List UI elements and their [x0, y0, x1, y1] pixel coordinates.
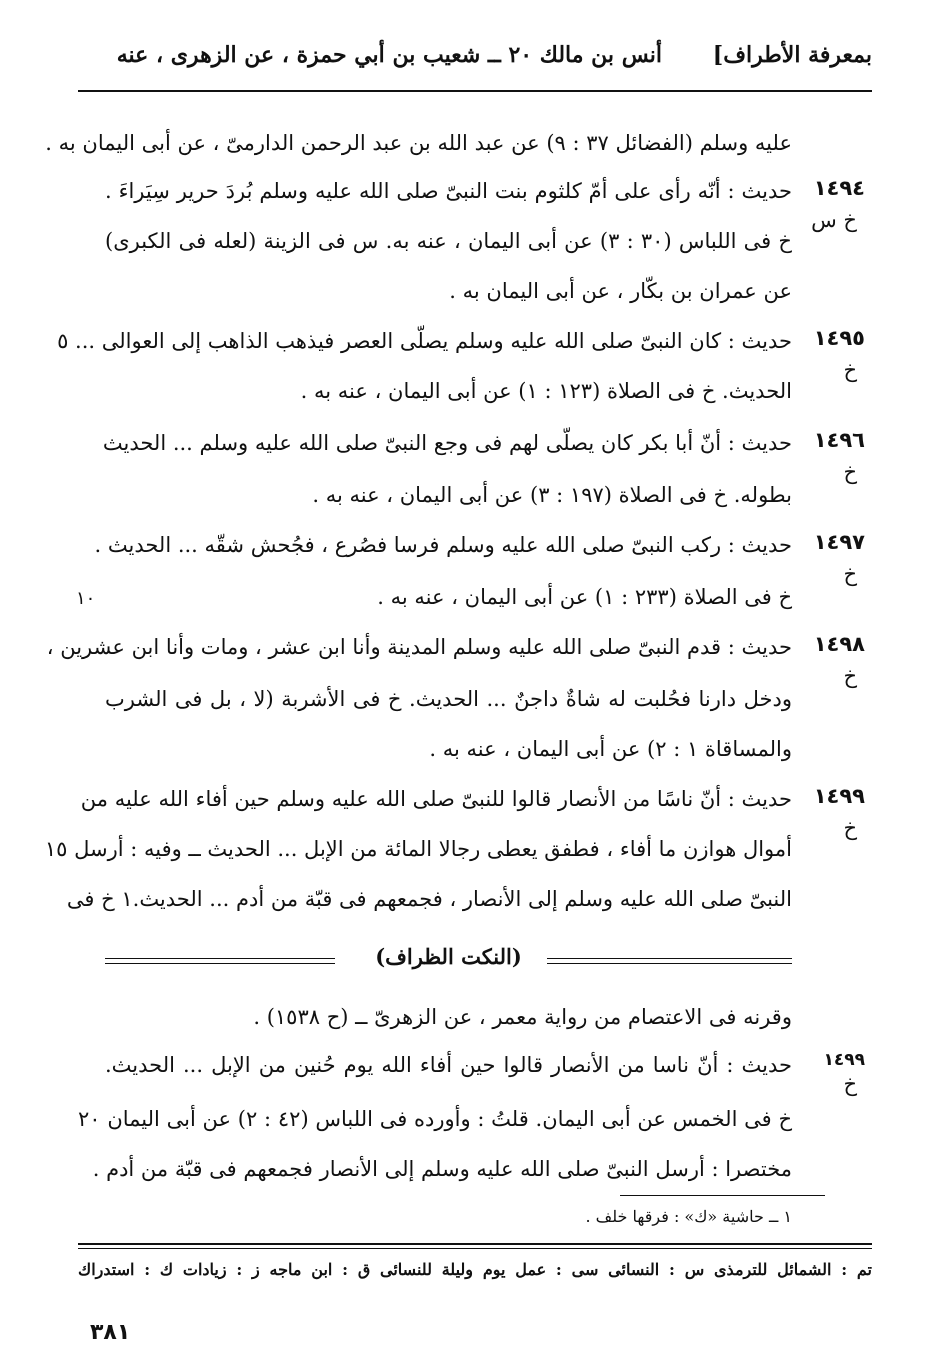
- entry-number: ١٤٩٩: [813, 784, 865, 808]
- text-line: حديث : أنّه رأى على أمّ كلثوم بنت النبىّ صلى الله عليه وسلم بُردَ حرير سِيَراءَ .: [105, 179, 792, 203]
- page-number: ٣٨١: [90, 1320, 131, 1345]
- text-line: حديث : أنّ أبا بكر كان يصلّى لهم فى وجع النبىّ صلى الله عليه وسلم ... الحديث: [102, 431, 792, 455]
- header-chain-title: أنس بن مالك ٢٠ ــ شعيب بن أبي حمزة ، عن الزهرى ، عنه: [116, 42, 662, 68]
- entry-number: ١٤٩٤: [813, 176, 865, 200]
- text-line: الحديث. خ فى الصلاة (١٢٣ : ١) عن أبى اليمان ، عنه به .: [300, 379, 792, 403]
- text-line: ودخل دارنا فحُلبت له شاةٌ داجنٌ ... الحديث. خ فى الأشربة (لا ، بل فى الشرب: [105, 687, 792, 711]
- header-rule: [78, 90, 872, 92]
- banner-title: (النكت الظراف): [375, 944, 522, 969]
- text-line: خ فى اللباس (٣٠ : ٣) عن أبى اليمان ، عنه به. س فى الزينة (لعله فى الكبرى): [105, 229, 792, 253]
- entry-number: ١٤٩٩: [823, 1050, 865, 1070]
- text-line: خ فى الصلاة (٢٣٣ : ١) عن أبى اليمان ، عنه به .: [377, 585, 792, 609]
- entry-sigla: خ: [843, 460, 857, 484]
- text-line: مختصرا : أرسل النبىّ صلى الله عليه وسلم إلى الأنصار فجمعهم فى قبّة من أدم .: [92, 1157, 792, 1181]
- footnote-rule: [620, 1195, 825, 1196]
- entry-sigla: خ: [843, 562, 857, 586]
- footnote: ١ ــ حاشية «ك» : فرقها خلف .: [585, 1207, 792, 1226]
- text-line: النبىّ صلى الله عليه وسلم إلى الأنصار ، فجمعهم فى قبّة من أدم ... الحديث.١ خ فى: [66, 887, 792, 911]
- entry-number: ١٤٩٧: [813, 530, 865, 554]
- text-line: حديث : قدم النبىّ صلى الله عليه وسلم المدينة وأنا ابن عشر ، ومات وأنا ابن عشرين ،: [46, 635, 792, 659]
- text-line: بطوله. خ فى الصلاة (١٩٧ : ٣) عن أبى اليمان ، عنه به .: [312, 483, 792, 507]
- sigla-legend: تم : الشمائل للترمذى س : النسائى سى : عمل يوم وليلة للنسائى ق : ابن ماجه ز : زيادات ك : استدراك: [78, 1260, 872, 1279]
- text-line: وقرنه فى الاعتصام من رواية معمر ، عن الزهرىّ ــ (ح ١٥٣٨) .: [253, 1005, 792, 1029]
- text-line: حديث : كان النبىّ صلى الله عليه وسلم يصلّى العصر فيذهب الذاهب إلى العوالى ... ٥: [57, 329, 792, 353]
- entry-sigla: خ: [843, 358, 857, 382]
- header-section-title: بمعرفة الأطراف]: [712, 42, 872, 68]
- nukat-banner: [105, 944, 792, 972]
- banner-rule-right: [547, 958, 792, 964]
- margin-line-number: ١٠: [76, 588, 96, 609]
- legend-rule: [78, 1243, 872, 1245]
- entry-sigla: خ س: [811, 208, 857, 232]
- text-line: عن عمران بن بكّار ، عن أبى اليمان به .: [449, 279, 792, 303]
- running-header: [78, 38, 872, 78]
- entry-number: ١٤٩٨: [813, 632, 865, 656]
- entry-sigla: خ: [843, 664, 857, 688]
- text-line: حديث : ركب النبىّ صلى الله عليه وسلم فرسا فصُرع ، فجُحش شقّه ... الحديث .: [94, 533, 792, 557]
- text-line: والمساقاة ١ : ٢) عن أبى اليمان ، عنه به .: [429, 737, 792, 761]
- legend-rule-thin: [78, 1248, 872, 1249]
- entry-number: ١٤٩٦: [813, 428, 865, 452]
- text-line: عليه وسلم (الفضائل ٣٧ : ٩) عن عبد الله بن عبد الرحمن الدارمىّ ، عن أبى اليمان به .: [45, 131, 792, 155]
- text-line: حديث : أنّ ناسًا من الأنصار قالوا للنبىّ صلى الله عليه وسلم حين أفاء الله عليه من: [80, 787, 792, 811]
- entry-sigla: خ: [843, 1072, 857, 1096]
- text-line: أموال هوازن ما أفاء ، فطفق يعطى رجالا المائة من الإبل ... الحديث ــ وفيه : أرسل ١٥: [44, 837, 792, 861]
- text-line: خ فى الخمس عن أبى اليمان. قلتُ : وأورده فى اللباس (٤٢ : ٢) عن أبى اليمان ٢٠: [78, 1107, 792, 1131]
- entry-number: ١٤٩٥: [813, 326, 865, 350]
- entry-sigla: خ: [843, 816, 857, 840]
- text-line: حديث : أنّ ناسا من الأنصار قالوا حين أفاء الله يوم حُنين من الإبل ... الحديث.: [105, 1053, 792, 1077]
- banner-rule-left: [105, 958, 335, 964]
